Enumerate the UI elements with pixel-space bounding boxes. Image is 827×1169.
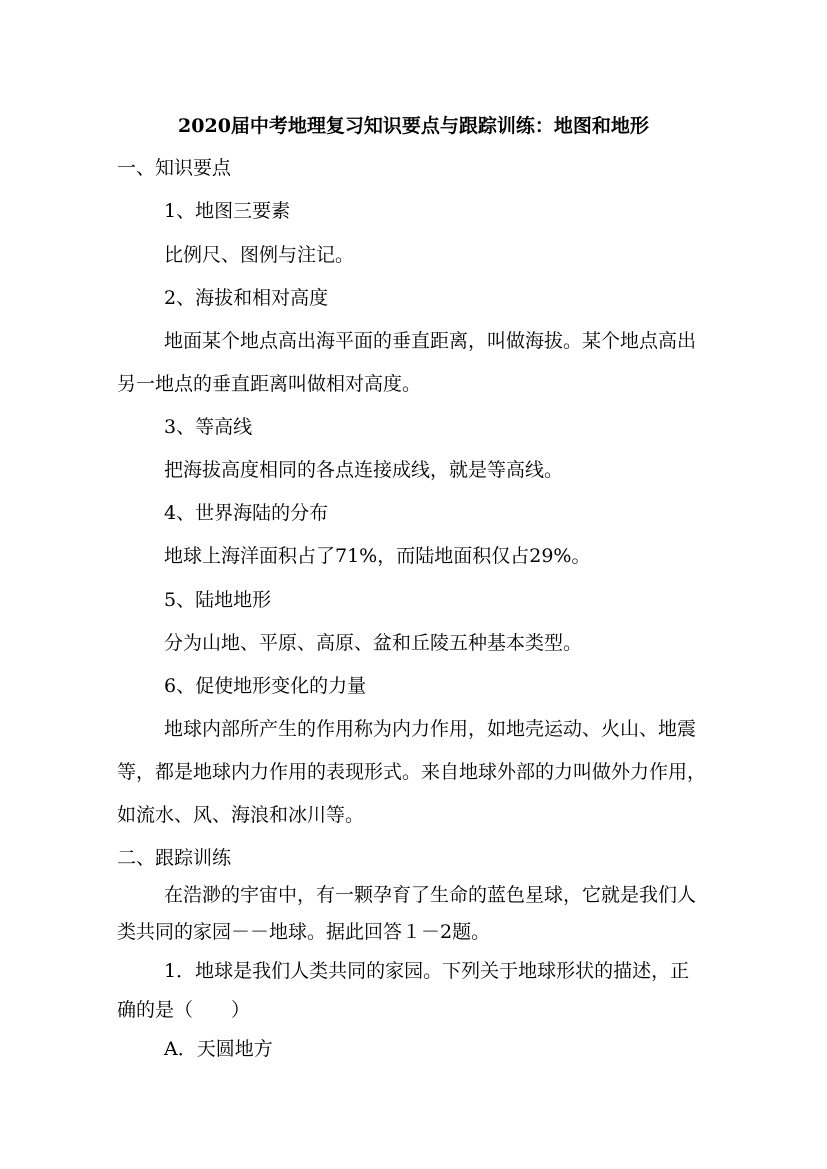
- section-heading-practice: 二、跟踪训练: [117, 847, 232, 869]
- question-1-line1: 1．地球是我们人类共同的家园。下列关于地球形状的描述，正: [164, 960, 690, 982]
- item-text-altitude-line2: 另一地点的垂直距离叫做相对高度。: [117, 373, 422, 395]
- item-text-contour: 把海拔高度相同的各点连接成线，就是等高线。: [164, 459, 564, 481]
- item-heading-altitude: 2、海拔和相对高度: [164, 287, 329, 309]
- item-heading-forces: 6、促使地形变化的力量: [164, 675, 367, 697]
- item-text-altitude-line1: 地面某个地点高出海平面的垂直距离，叫做海拔。某个地点高出: [164, 330, 697, 352]
- question-1-option-a: A．天圆地方: [164, 1038, 273, 1060]
- item-text-forces-line3: 如流水、风、海浪和冰川等。: [117, 804, 365, 826]
- item-heading-landforms: 5、陆地地形: [164, 589, 272, 611]
- section-heading-knowledge-points: 一、知识要点: [117, 157, 232, 179]
- practice-intro-line2: 类共同的家园－－地球。据此回答１－2题。: [117, 921, 491, 943]
- item-text-forces-line1: 地球内部所产生的作用称为内力作用，如地壳运动、火山、地震: [164, 718, 697, 740]
- question-1-line2: 确的是（ ）: [117, 999, 251, 1021]
- item-heading-land-sea: 4、世界海陆的分布: [164, 502, 329, 524]
- document-title: 2020届中考地理复习知识要点与跟踪训练：地图和地形: [178, 115, 649, 137]
- item-heading-contour: 3、等高线: [164, 416, 253, 438]
- item-text-map-elements: 比例尺、图例与注记。: [164, 244, 355, 266]
- item-heading-map-elements: 1、地图三要素: [164, 200, 291, 222]
- item-text-forces-line2: 等，都是地球内力作用的表现形式。来自地球外部的力叫做外力作用，: [117, 761, 707, 783]
- practice-intro-line1: 在浩渺的宇宙中，有一颗孕育了生命的蓝色星球，它就是我们人: [164, 884, 697, 906]
- item-text-landforms: 分为山地、平原、高原、盆和丘陵五种基本类型。: [164, 632, 583, 654]
- item-text-land-sea: 地球上海洋面积占了71%，而陆地面积仅占29%。: [164, 545, 591, 567]
